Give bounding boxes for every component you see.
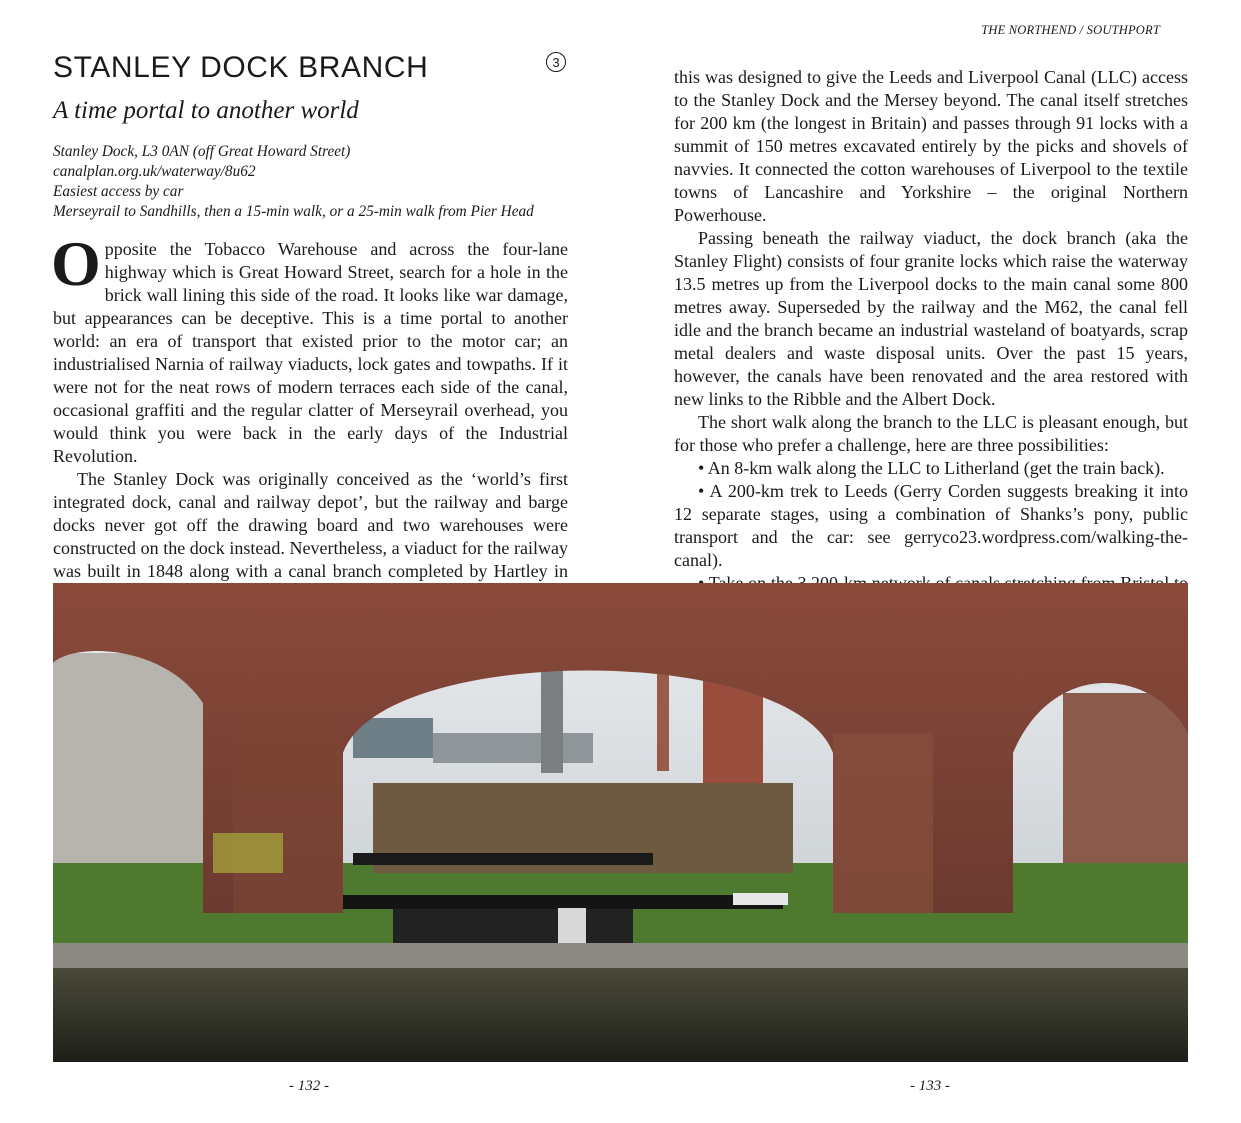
page-title: STANLEY DOCK BRANCH — [53, 51, 429, 84]
info-block — [53, 142, 568, 222]
page-number-right: - 133 - — [910, 1078, 950, 1094]
info-address: Stanley Dock, L3 0AN (off Great Howard Street) — [53, 143, 351, 160]
left-column — [53, 52, 568, 606]
right-paragraph-1: this was designed to give the Leeds and Liverpool Canal (LLC) access to the Stanley Dock and the Mersey beyond. The canal itself stretches for 200 km (the longest in Britain) and passes through 91 locks with a summit of 150 metres excavated entirely by the picks and shovels of navvies. It connected the cotton warehouses of Liverpool to the textile towns of Lancashire and Yorkshire – the original Northern Powerhouse. — [674, 67, 1188, 225]
bullet-item-1: • An 8-km walk along the LLC to Litherland (get the train back). — [698, 458, 1165, 478]
page-number-left: - 132 - — [289, 1078, 329, 1094]
running-head: THE NORTHEND / SOUTHPORT — [981, 23, 1160, 37]
entry-number-badge: 3 — [546, 52, 566, 72]
body-paragraph-2: The Stanley Dock was originally conceived as the ‘world’s first integrated dock, canal and railway depot’, but the railway and barge docks never got off the drawing board and two warehouses were constructed on the dock instead. Nevertheless, a viaduct for the railway was built in 1848 along with a canal branch completed by Hartley in — [53, 469, 568, 581]
info-transport: Merseyrail to Sandhills, then a 15-min walk, or a 25-min walk from Pier Head — [53, 203, 534, 220]
body-paragraph-1 — [51, 228, 568, 468]
left-body — [51, 228, 568, 606]
info-access: Easiest access by car — [53, 183, 184, 200]
right-paragraph-2: Passing beneath the railway viaduct, the dock branch (aka the Stanley Flight) consists of four granite locks which raise the waterway 13.5 metres up from the Liverpool docks to the main canal some 800 metres away. Superseded by the railway and the M62, the canal fell idle and the branch became an industrial wasteland of boatyards, scrap metal dealers and waste disposal units. Over the past 15 years, however, the canals have been renovated and the area restored with new links to the Ribble and the Albert Dock. — [674, 228, 1188, 409]
info-website: canalplan.org.uk/waterway/8u62 — [53, 163, 256, 180]
title-row — [53, 52, 568, 88]
right-paragraph-3: The short walk along the branch to the LLC is pleasant enough, but for those who prefer a challenge, here are three possibilities: — [674, 412, 1188, 455]
right-column — [674, 66, 1188, 618]
subtitle: A time portal to another world — [53, 97, 359, 124]
body-paragraph-1-text: pposite the Tobacco Warehouse and across the four-lane highway which is Great Howard Street, search for a hole in the brick wall lining this side of the road. It looks like war damage, but appearances can be deceptive. This is a time portal to another world: an era of transport that existed prior to the motor car; an industrialised Narnia of railway viaducts, lock gates and towpaths. If it were not for the neat rows of modern terraces each side of the canal, occasional graffiti and the regular clatter of Merseyrail overhead, you would think you were back in the early days of the Industrial Revolution. — [53, 239, 568, 466]
canal-photo — [53, 583, 1188, 1062]
bullet-item-2: • A 200-km trek to Leeds (Gerry Corden suggests breaking it into 12 separate stages, using a combination of Shanks’s pony, public transport and the car: see gerryco23.wordpress.com/walking-the-canal). — [674, 481, 1188, 570]
drop-cap: O — [51, 228, 101, 299]
